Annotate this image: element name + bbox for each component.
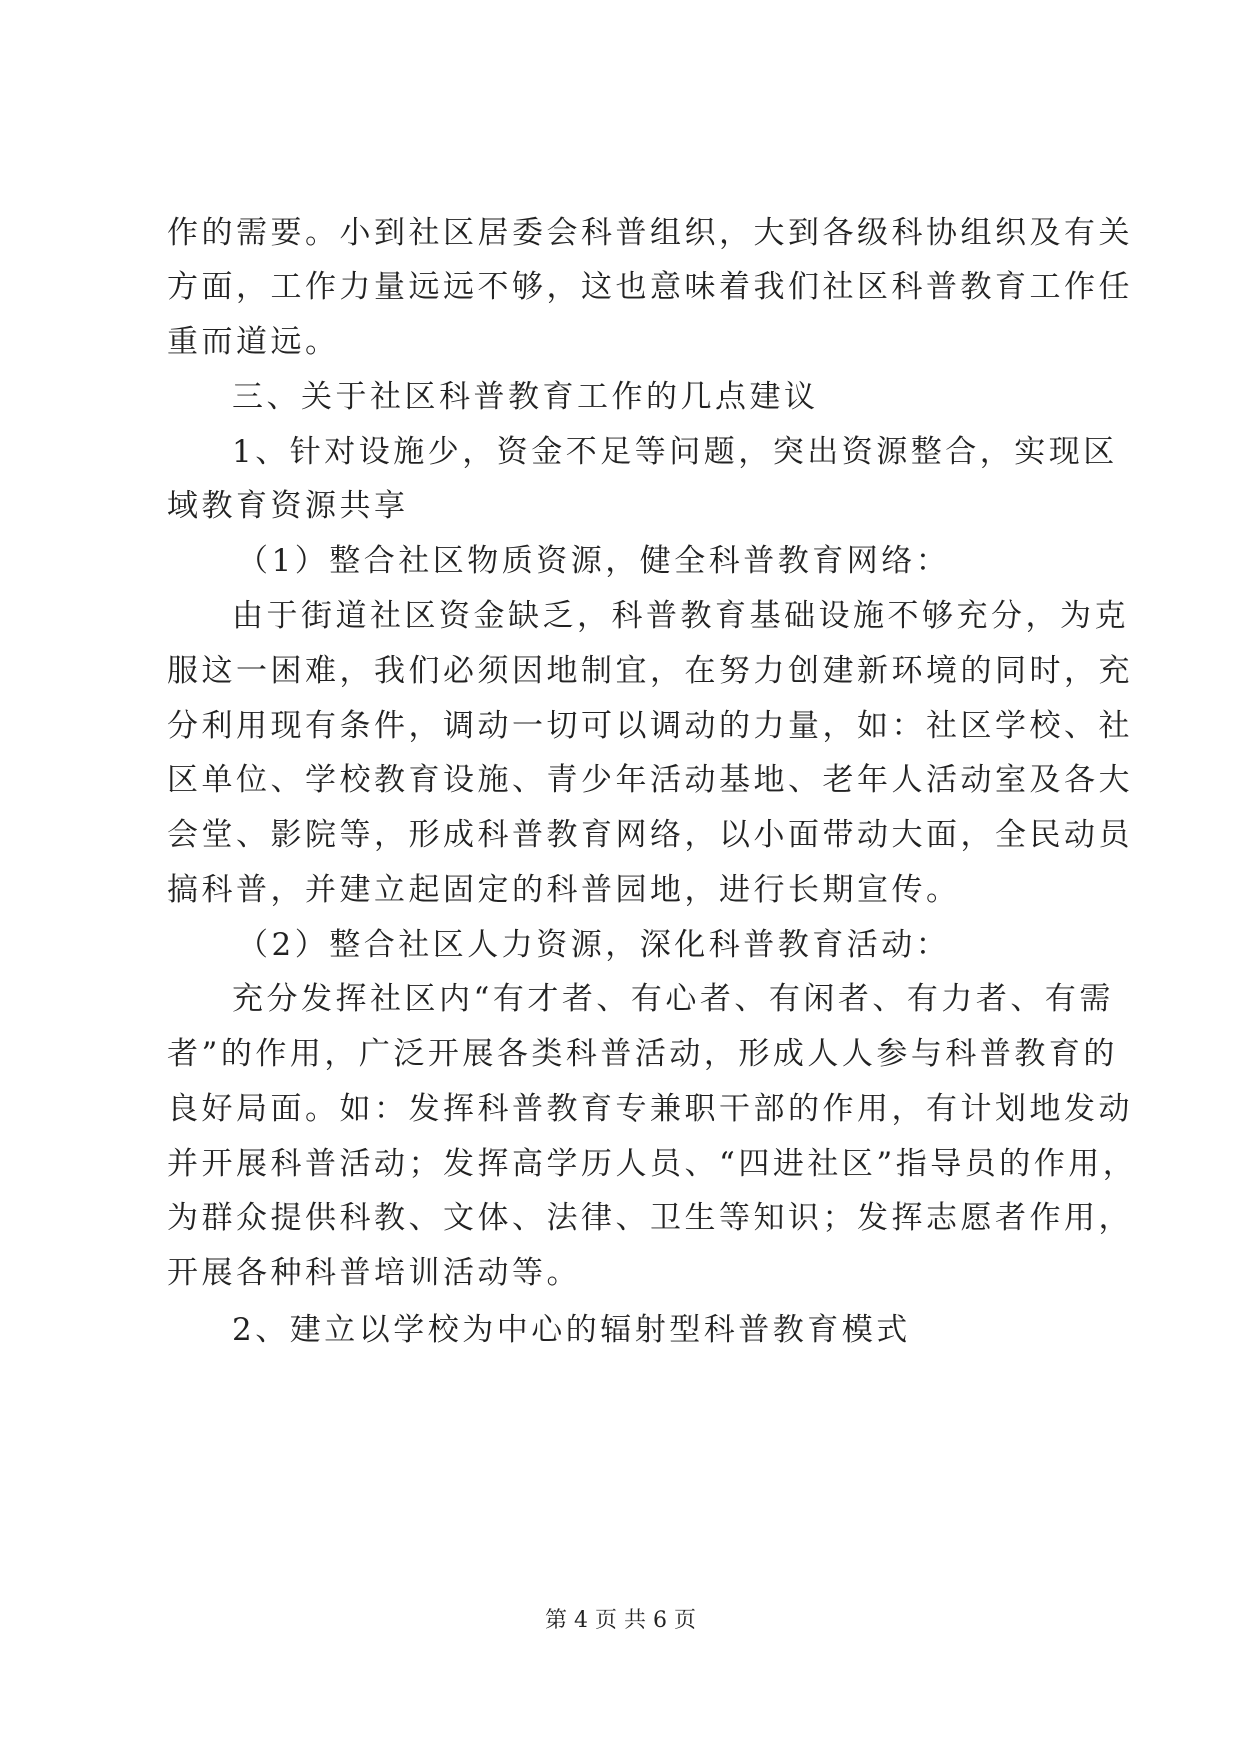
body-line-3: 重而道远。 (167, 324, 340, 360)
body-line-19: 为群众提供科教、文体、法律、卫生等知识；发挥志愿者作用， (167, 1200, 1133, 1236)
body-line-1: 作的需要。小到社区居委会科普组织，大到各级科协组织及有关 (167, 215, 1133, 251)
body-line-17: 良好局面。如：发挥科普教育专兼职干部的作用，有计划地发动 (167, 1091, 1133, 1127)
body-line-15: 充分发挥社区内“有才者、有心者、有闲者、有力者、有需 (232, 981, 1114, 1017)
body-line-18: 并开展科普活动；发挥高学历人员、“四进社区”指导员的作用， (167, 1146, 1138, 1182)
section-heading-3: 三、关于社区科普教育工作的几点建议 (232, 379, 819, 415)
body-line-9: 服这一困难，我们必须因地制宜，在努力创建新环境的同时，充 (167, 653, 1133, 689)
body-line-10: 分利用现有条件，调动一切可以调动的力量，如：社区学校、社 (167, 708, 1133, 744)
body-line-8: 由于街道社区资金缺乏，科普教育基础设施不够充分，为克 (232, 598, 1129, 634)
subheading-1-2: （2）整合社区人力资源，深化科普教育活动： (237, 927, 951, 963)
subheading-1: 1、针对设施少，资金不足等问题，突出资源整合，实现区 (232, 434, 1118, 470)
subheading-2: 2、建立以学校为中心的辐射型科普教育模式 (232, 1312, 911, 1348)
subheading-1-1: （1）整合社区物质资源，健全科普教育网络： (237, 543, 951, 579)
body-line-2: 方面，工作力量远远不够，这也意味着我们社区科普教育工作任 (167, 269, 1133, 305)
body-line-11: 区单位、学校教育设施、青少年活动基地、老年人活动室及各大 (167, 762, 1133, 798)
page-number-footer: 第 4 页 共 6 页 (545, 1608, 696, 1633)
subheading-1-cont: 域教育资源共享 (167, 488, 409, 524)
body-line-20: 开展各种科普培训活动等。 (167, 1255, 581, 1291)
body-line-16: 者”的作用，广泛开展各类科普活动，形成人人参与科普教育的 (167, 1036, 1118, 1072)
body-line-13: 搞科普，并建立起固定的科普园地，进行长期宣传。 (167, 872, 961, 908)
body-line-12: 会堂、影院等，形成科普教育网络，以小面带动大面，全民动员 (167, 817, 1133, 853)
